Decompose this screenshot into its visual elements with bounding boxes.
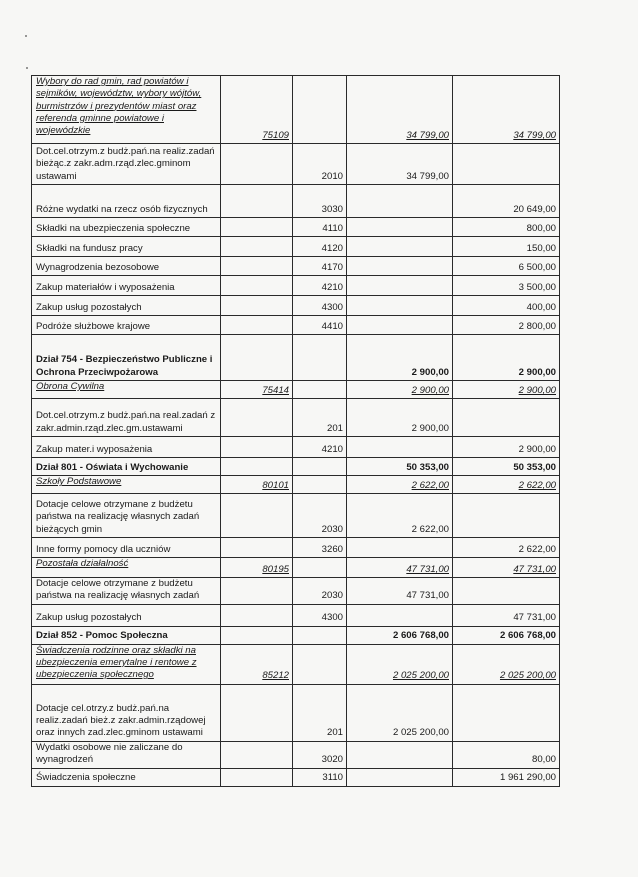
amount-cell bbox=[453, 684, 560, 741]
chapter-code-cell bbox=[221, 185, 293, 218]
paragraph-code-cell bbox=[293, 558, 347, 578]
scan-speck bbox=[25, 35, 27, 37]
paragraph-code-cell: 4300 bbox=[293, 296, 347, 316]
paragraph-code-cell bbox=[293, 335, 347, 381]
chapter-code-cell bbox=[221, 335, 293, 381]
plan-amount-cell bbox=[347, 276, 453, 296]
table-row bbox=[32, 494, 560, 538]
plan-amount-cell bbox=[347, 218, 453, 237]
chapter-code-cell bbox=[221, 741, 293, 768]
plan-amount-cell: 2 622,00 bbox=[347, 476, 453, 494]
chapter-code-cell bbox=[221, 237, 293, 257]
subsection-row bbox=[32, 558, 560, 578]
paragraph-code-cell: 4410 bbox=[293, 316, 347, 335]
paragraph-code-cell: 4300 bbox=[293, 604, 347, 626]
amount-cell: 2 900,00 bbox=[453, 381, 560, 399]
paragraph-code-cell: 3110 bbox=[293, 768, 347, 786]
table-row bbox=[32, 185, 560, 218]
paragraph-code-cell: 4170 bbox=[293, 257, 347, 276]
paragraph-code-cell: 201 bbox=[293, 684, 347, 741]
chapter-code-cell bbox=[221, 578, 293, 605]
plan-amount-cell: 47 731,00 bbox=[347, 558, 453, 578]
table-row bbox=[32, 296, 560, 316]
amount-cell: 2 800,00 bbox=[453, 316, 560, 335]
description-cell: Składki na fundusz pracy bbox=[32, 237, 221, 257]
description-cell: Świadczenia rodzinne oraz składki na ubezpieczenia emerytalne i rentowe z ubezpieczenia społecznego bbox=[32, 644, 221, 684]
description-cell: Wydatki osobowe nie zaliczane do wynagrodzeń bbox=[32, 741, 221, 768]
amount-cell: 2 025 200,00 bbox=[453, 644, 560, 684]
paragraph-code-cell: 4210 bbox=[293, 276, 347, 296]
paragraph-code-cell bbox=[293, 644, 347, 684]
plan-amount-cell bbox=[347, 296, 453, 316]
paragraph-code-cell bbox=[293, 626, 347, 644]
plan-amount-cell bbox=[347, 741, 453, 768]
plan-amount-cell bbox=[347, 768, 453, 786]
chapter-code-cell bbox=[221, 626, 293, 644]
chapter-code-cell: 80195 bbox=[221, 558, 293, 578]
description-cell: Dot.cel.otrzym.z budż.pań.na realiz.zadań bieżąc.z zakr.adm.rząd.zlec.gminom ustawami bbox=[32, 144, 221, 185]
plan-amount-cell bbox=[347, 237, 453, 257]
subsection-row bbox=[32, 644, 560, 684]
description-cell: Szkoły Podstawowe bbox=[32, 476, 221, 494]
plan-amount-cell bbox=[347, 185, 453, 218]
chapter-code-cell bbox=[221, 604, 293, 626]
paragraph-code-cell: 2010 bbox=[293, 144, 347, 185]
description-cell: Składki na ubezpieczenia społeczne bbox=[32, 218, 221, 237]
chapter-code-cell bbox=[221, 257, 293, 276]
section-row bbox=[32, 626, 560, 644]
table-row bbox=[32, 218, 560, 237]
chapter-code-cell bbox=[221, 316, 293, 335]
table-row bbox=[32, 684, 560, 741]
paragraph-code-cell bbox=[293, 458, 347, 476]
plan-amount-cell: 2 025 200,00 bbox=[347, 644, 453, 684]
description-cell: Dotacje celowe otrzymane z budżetu państwa na realizację własnych zadań bbox=[32, 578, 221, 605]
description-cell: Pozostała działalność bbox=[32, 558, 221, 578]
paragraph-code-cell: 3260 bbox=[293, 538, 347, 558]
paragraph-code-cell bbox=[293, 476, 347, 494]
table-row bbox=[32, 538, 560, 558]
chapter-code-cell bbox=[221, 494, 293, 538]
paragraph-code-cell: 2030 bbox=[293, 578, 347, 605]
table-row bbox=[32, 144, 560, 185]
amount-cell: 2 606 768,00 bbox=[453, 626, 560, 644]
table-row bbox=[32, 316, 560, 335]
table-row bbox=[32, 399, 560, 437]
plan-amount-cell: 2 900,00 bbox=[347, 335, 453, 381]
description-cell: Dot.cel.otrzym.z budż.pań.na real.zadań z zakr.admin.rząd.zlec.gm.ustawami bbox=[32, 399, 221, 437]
description-cell: Zakup usług pozostałych bbox=[32, 604, 221, 626]
amount-cell: 47 731,00 bbox=[453, 604, 560, 626]
description-cell: Inne formy pomocy dla uczniów bbox=[32, 538, 221, 558]
chapter-code-cell bbox=[221, 218, 293, 237]
plan-amount-cell: 2 900,00 bbox=[347, 381, 453, 399]
plan-amount-cell: 34 799,00 bbox=[347, 76, 453, 144]
table-row bbox=[32, 768, 560, 786]
description-cell: Świadczenia społeczne bbox=[32, 768, 221, 786]
plan-amount-cell bbox=[347, 604, 453, 626]
table-row bbox=[32, 578, 560, 605]
plan-amount-cell bbox=[347, 316, 453, 335]
paragraph-code-cell bbox=[293, 76, 347, 144]
plan-amount-cell: 50 353,00 bbox=[347, 458, 453, 476]
chapter-code-cell: 75109 bbox=[221, 76, 293, 144]
chapter-code-cell bbox=[221, 399, 293, 437]
paragraph-code-cell: 4210 bbox=[293, 437, 347, 458]
description-cell: Dotacje cel.otrzy.z budż.pań.na realiz.zadań bież.z zakr.admin.rządowej oraz innych zad.zlec.gminom ustawami bbox=[32, 684, 221, 741]
chapter-code-cell: 75414 bbox=[221, 381, 293, 399]
plan-amount-cell: 34 799,00 bbox=[347, 144, 453, 185]
subsection-row bbox=[32, 381, 560, 399]
amount-cell: 2 900,00 bbox=[453, 437, 560, 458]
chapter-code-cell: 85212 bbox=[221, 644, 293, 684]
description-cell: Dział 852 - Pomoc Społeczna bbox=[32, 626, 221, 644]
chapter-code-cell bbox=[221, 768, 293, 786]
amount-cell: 3 500,00 bbox=[453, 276, 560, 296]
amount-cell: 80,00 bbox=[453, 741, 560, 768]
plan-amount-cell bbox=[347, 257, 453, 276]
amount-cell bbox=[453, 578, 560, 605]
amount-cell: 34 799,00 bbox=[453, 76, 560, 144]
amount-cell bbox=[453, 399, 560, 437]
section-row bbox=[32, 458, 560, 476]
amount-cell: 400,00 bbox=[453, 296, 560, 316]
amount-cell: 6 500,00 bbox=[453, 257, 560, 276]
description-cell: Dział 754 - Bezpieczeństwo Publiczne i Ochrona Przeciwpożarowa bbox=[32, 335, 221, 381]
chapter-code-cell bbox=[221, 538, 293, 558]
description-cell: Wynagrodzenia bezosobowe bbox=[32, 257, 221, 276]
table-row bbox=[32, 237, 560, 257]
chapter-code-cell bbox=[221, 144, 293, 185]
description-cell: Dotacje celowe otrzymane z budżetu państwa na realizację własnych zadań bieżących gmin bbox=[32, 494, 221, 538]
amount-cell bbox=[453, 144, 560, 185]
chapter-code-cell bbox=[221, 296, 293, 316]
paragraph-code-cell: 3030 bbox=[293, 185, 347, 218]
amount-cell: 47 731,00 bbox=[453, 558, 560, 578]
chapter-code-cell bbox=[221, 458, 293, 476]
paragraph-code-cell: 3020 bbox=[293, 741, 347, 768]
amount-cell: 2 900,00 bbox=[453, 335, 560, 381]
plan-amount-cell bbox=[347, 538, 453, 558]
paragraph-code-cell: 2030 bbox=[293, 494, 347, 538]
paragraph-code-cell: 4120 bbox=[293, 237, 347, 257]
paragraph-code-cell: 201 bbox=[293, 399, 347, 437]
plan-amount-cell: 2 900,00 bbox=[347, 399, 453, 437]
chapter-code-cell bbox=[221, 276, 293, 296]
description-cell: Dział 801 - Oświata i Wychowanie bbox=[32, 458, 221, 476]
amount-cell bbox=[453, 494, 560, 538]
table-row bbox=[32, 257, 560, 276]
budget-table-body bbox=[32, 76, 560, 787]
chapter-code-cell bbox=[221, 437, 293, 458]
amount-cell: 50 353,00 bbox=[453, 458, 560, 476]
budget-table bbox=[31, 75, 560, 787]
plan-amount-cell bbox=[347, 437, 453, 458]
table-row bbox=[32, 276, 560, 296]
description-cell: Podróże służbowe krajowe bbox=[32, 316, 221, 335]
amount-cell: 800,00 bbox=[453, 218, 560, 237]
amount-cell: 150,00 bbox=[453, 237, 560, 257]
description-cell: Obrona Cywilna bbox=[32, 381, 221, 399]
paragraph-code-cell: 4110 bbox=[293, 218, 347, 237]
description-cell: Zakup mater.i wyposażenia bbox=[32, 437, 221, 458]
amount-cell: 20 649,00 bbox=[453, 185, 560, 218]
table-row bbox=[32, 741, 560, 768]
amount-cell: 1 961 290,00 bbox=[453, 768, 560, 786]
description-cell: Wybory do rad gmin, rad powiatów i sejmików, województw, wybory wójtów, burmistrzów i prezydentów miast oraz referenda gminne powiatowe i wojewódzkie bbox=[32, 76, 221, 144]
subsection-row bbox=[32, 76, 560, 144]
amount-cell: 2 622,00 bbox=[453, 538, 560, 558]
paragraph-code-cell bbox=[293, 381, 347, 399]
plan-amount-cell: 47 731,00 bbox=[347, 578, 453, 605]
chapter-code-cell: 80101 bbox=[221, 476, 293, 494]
table-row bbox=[32, 437, 560, 458]
description-cell: Różne wydatki na rzecz osób fizycznych bbox=[32, 185, 221, 218]
description-cell: Zakup materiałów i wyposażenia bbox=[32, 276, 221, 296]
scan-speck bbox=[26, 67, 28, 69]
amount-cell: 2 622,00 bbox=[453, 476, 560, 494]
plan-amount-cell: 2 025 200,00 bbox=[347, 684, 453, 741]
plan-amount-cell: 2 606 768,00 bbox=[347, 626, 453, 644]
plan-amount-cell: 2 622,00 bbox=[347, 494, 453, 538]
subsection-row bbox=[32, 476, 560, 494]
table-row bbox=[32, 604, 560, 626]
section-row bbox=[32, 335, 560, 381]
description-cell: Zakup usług pozostałych bbox=[32, 296, 221, 316]
chapter-code-cell bbox=[221, 684, 293, 741]
